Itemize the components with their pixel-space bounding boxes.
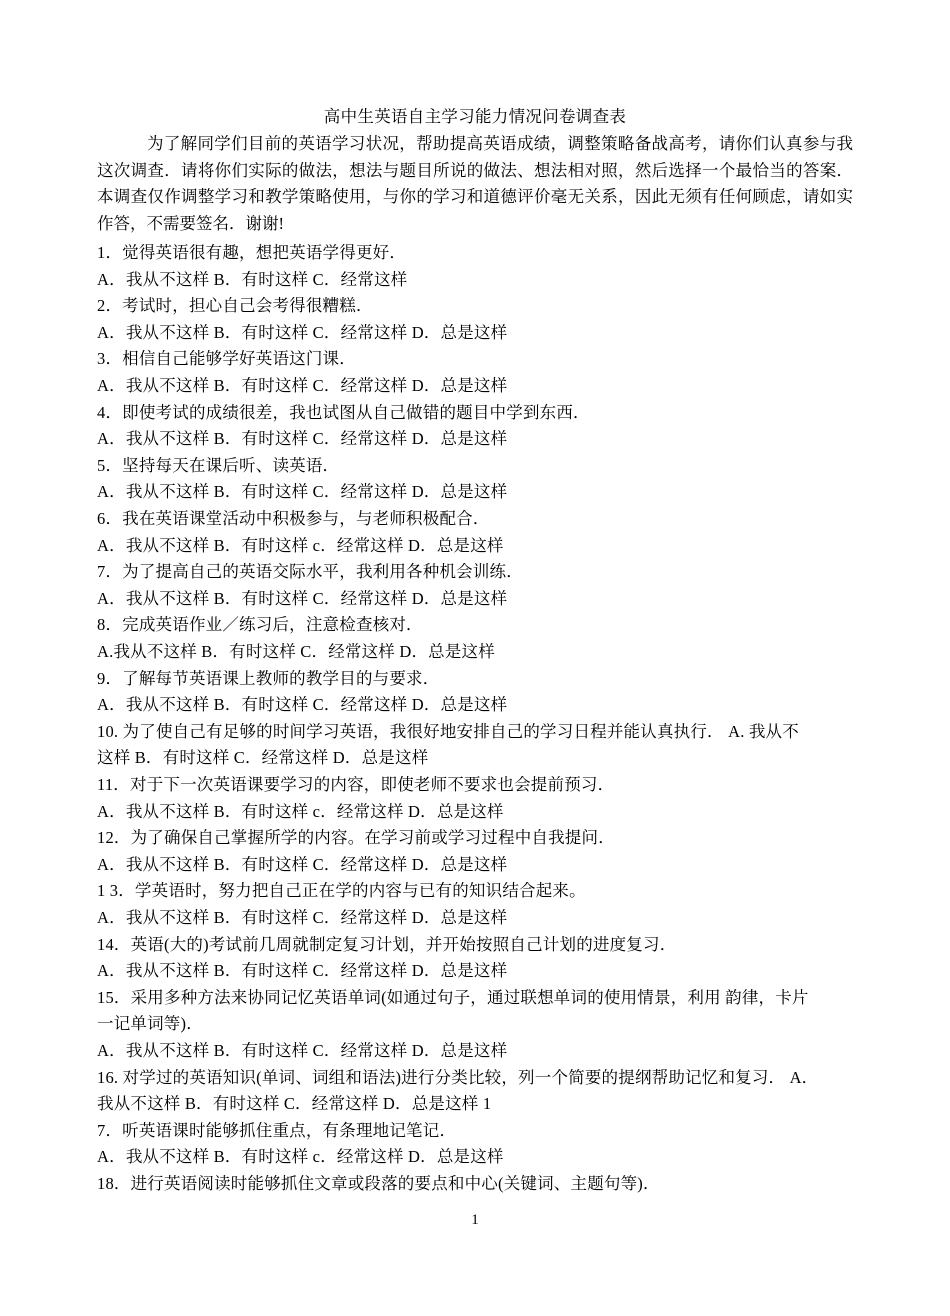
answer-options-line: A．我从不这样 B．有时这样 C．经常这样 D．总是这样 [97, 322, 508, 342]
document-title: 高中生英语自主学习能力情况问卷调查表 [323, 107, 627, 126]
question-line: A．我从不这样 B．有时这样 c．经常这样 D．总是这样 [97, 1147, 504, 1167]
question-line: 1 3．学英语时，努力把自己正在学的内容与已有的知识结合起来。 [97, 881, 586, 901]
answer-options-line: A．我从不这样 B．有时这样 C．经常这样 D．总是这样 [97, 854, 508, 874]
question-line: 9．了解每节英语课上教师的教学目的与要求． [97, 668, 440, 688]
answer-options-line: A．我从不这样 B．有时这样 C．经常这样 D．总是这样 [97, 588, 508, 608]
question-line: 这样 B．有时这样 C．经常这样 D．总是这样 [97, 748, 429, 768]
answer-options-line: A．我从不这样 B．有时这样 C．经常这样 D．总是这样 [97, 376, 508, 395]
question-line: 15．采用多种方法来协同记忆英语单词(如通过句子，通过联想单词的使用情景，利用 韵律，卡片 [97, 987, 809, 1007]
answer-options-line: A．我从不这样 B．有时这样 C．经常这样 D．总是这样 [97, 695, 508, 715]
page-number: 1 [471, 1212, 479, 1228]
question-line: 12．为了确保自己掌握所学的内容。在学习前或学习过程中自我提问． [97, 828, 615, 848]
question-line: 16. 对学过的英语知识(单词、词组和语法)进行分类比较，列一个简要的提纲帮助记忆和复习． A． [97, 1067, 819, 1087]
question-line: 2．考试时，担心自己会考得很糟糕． [97, 296, 373, 316]
answer-options-line: A．我从不这样 B．有时这样 C．经常这样 D．总是这样 [97, 961, 508, 981]
question-line: 8．完成英语作业／练习后，注意检查核对． [97, 615, 423, 635]
question-line: 14．英语(大的)考试前几周就制定复习计划，并开始按照自己计划的进度复习． [97, 934, 677, 954]
question-line: 一记单词等)． [97, 1014, 203, 1034]
question-line: 5．坚持每天在课后听、读英语． [97, 455, 340, 475]
answer-options-line: A.我从不这样 B．有时这样 C．经常这样 D．总是这样 [97, 642, 495, 661]
question-line: 4．即使考试的成绩很差，我也试图从自己做错的题目中学到东西． [97, 402, 590, 422]
question-line: A．我从不这样 B．有时这样 C．经常这样 D．总是这样 [97, 1041, 508, 1060]
question-line: 我从不这样 B．有时这样 C．经常这样 D．总是这样 1 [97, 1094, 492, 1114]
question-line: 10. 为了使自己有足够的时间学习英语，我很好地安排自己的学习日程并能认真执行． A. 我从不 [97, 721, 799, 741]
question-line: 3．相信自己能够学好英语这门课． [97, 349, 356, 369]
question-line: 7．为了提高自己的英语交际水平，我利用各种机会训练． [97, 562, 523, 582]
question-line: 18．进行英语阅读时能够抓住文章或段落的要点和中心(关键词、主题句等)． [97, 1174, 660, 1193]
answer-options-line: A．我从不这样 B．有时这样 C．经常这样 D．总是这样 [97, 482, 508, 502]
question-line: 7．听英语课时能够抓住重点，有条理地记笔记． [97, 1120, 457, 1140]
question-line: 11．对于下一次英语课要学习的内容，即使老师不要求也会提前预习． [97, 775, 615, 794]
question-line: 6．我在英语课堂活动中积极参与，与老师积极配合． [97, 509, 490, 528]
intro-paragraph: 为了解同学们目前的英语学习状况，帮助提高英语成绩，调整策略备战高考，请你们认真参与我这次调查．请将你们实际的做法，想法与题目所说的做法、想法相对照，然后选择一个最恰当的答案．本调查仅作调整学习和教学策略使用，与你的学习和道德评价毫无关系，因此无须有任何顾虑，请如实作答，不需要签名．谢谢! [97, 134, 853, 233]
answer-options-line: A．我从不这样 B．有时这样 c．经常这样 D．总是这样 [97, 801, 504, 821]
answer-options-line: A．我从不这样 B．有时这样 C．经常这样 [97, 269, 408, 289]
answer-options-line: A．我从不这样 B．有时这样 C．经常这样 D．总是这样 [97, 908, 508, 927]
answer-options-line: A．我从不这样 B．有时这样 c．经常这样 D．总是这样 [97, 535, 504, 555]
question-line: 1．觉得英语很有趣，想把英语学得更好． [97, 243, 407, 262]
answer-options-line: A．我从不这样 B．有时这样 C．经常这样 D．总是这样 [97, 429, 508, 449]
